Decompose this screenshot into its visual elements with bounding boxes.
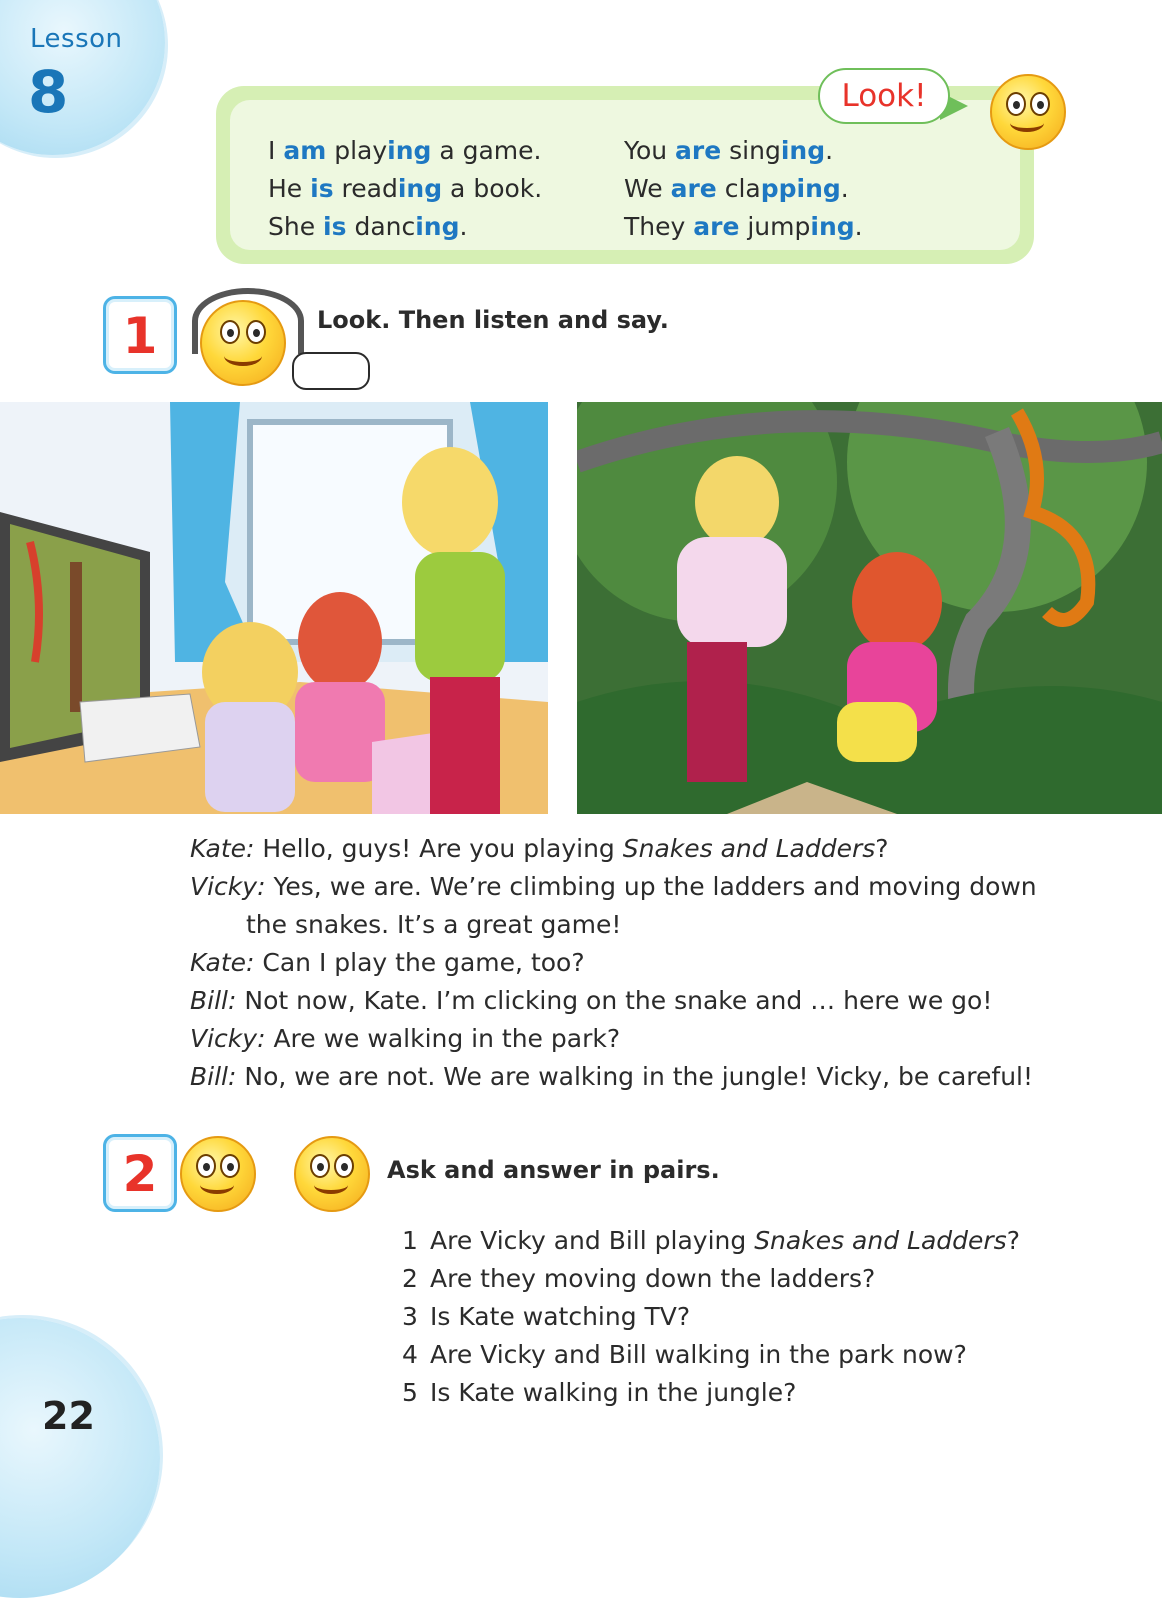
look-verb: are bbox=[693, 212, 740, 241]
question-number: 2 bbox=[402, 1264, 418, 1293]
look-rest: . bbox=[840, 174, 849, 203]
question-title-italic: Snakes and Ladders bbox=[754, 1226, 1007, 1255]
question-item bbox=[402, 1298, 1020, 1336]
look-stem: read bbox=[333, 174, 398, 203]
look-rest: . bbox=[459, 212, 468, 241]
dialogue-line bbox=[190, 982, 1090, 1020]
look-rest: . bbox=[854, 212, 863, 241]
dialogue-line bbox=[190, 830, 1090, 868]
page-number-badge bbox=[0, 1318, 160, 1598]
dialogue-line bbox=[190, 1020, 1090, 1058]
headphones-smiley-icon bbox=[200, 300, 286, 386]
task-1-number-box bbox=[103, 296, 177, 374]
speaker-name: Bill: bbox=[190, 986, 237, 1015]
mouth-shape bbox=[200, 1176, 234, 1194]
dialogue-after: ? bbox=[875, 834, 889, 863]
look-stem: sing bbox=[721, 136, 781, 165]
eye-icon bbox=[310, 1154, 330, 1178]
question-list bbox=[402, 1222, 1020, 1412]
look-ending: pping bbox=[760, 174, 841, 203]
look-subject: He bbox=[268, 174, 311, 203]
page-number: 22 bbox=[42, 1394, 95, 1438]
speaker-name: Vicky: bbox=[190, 1024, 266, 1053]
eye-icon bbox=[196, 1154, 216, 1178]
look-subject: I bbox=[268, 136, 284, 165]
look-line bbox=[624, 208, 863, 246]
smiley-icon bbox=[990, 74, 1066, 150]
question-text: Are Vicky and Bill walking in the park now? bbox=[430, 1340, 967, 1369]
dialogue-text: Hello, guys! Are you playing bbox=[254, 834, 623, 863]
task-2-number-box bbox=[103, 1134, 177, 1212]
question-item bbox=[402, 1374, 1020, 1412]
lesson-number: 8 bbox=[28, 58, 69, 126]
question-number: 3 bbox=[402, 1302, 418, 1331]
look-stem: cla bbox=[716, 174, 761, 203]
question-number: 4 bbox=[402, 1340, 418, 1369]
look-ending: ing bbox=[397, 174, 443, 203]
look-line bbox=[268, 208, 542, 246]
look-verb: is bbox=[323, 212, 347, 241]
look-subject: You bbox=[624, 136, 676, 165]
eye-icon bbox=[246, 320, 266, 344]
look-ending: ing bbox=[387, 136, 432, 165]
eye-icon bbox=[1006, 92, 1026, 116]
look-rest: a game. bbox=[431, 136, 542, 165]
dialogue-text: No, we are not. We are walking in the jungle! Vicky, be careful! bbox=[236, 1062, 1034, 1091]
look-ending: ing bbox=[780, 136, 826, 165]
lesson-label: Lesson bbox=[30, 24, 123, 54]
look-subject: We bbox=[624, 174, 671, 203]
task-2-number: 2 bbox=[122, 1145, 158, 1203]
look-line bbox=[268, 170, 542, 208]
question-text: Is Kate walking in the jungle? bbox=[430, 1378, 797, 1407]
smiley-icon bbox=[294, 1136, 370, 1212]
jungle-scene-illustration bbox=[577, 402, 1162, 814]
look-line bbox=[624, 170, 863, 208]
task-2-instruction: Ask and answer in pairs. bbox=[387, 1156, 720, 1184]
look-ending: ing bbox=[810, 212, 855, 241]
look-stem: danc bbox=[346, 212, 416, 241]
look-rest: . bbox=[825, 136, 834, 165]
dialogue-line bbox=[190, 944, 1090, 982]
mouth-shape bbox=[314, 1176, 348, 1194]
look-verb: am bbox=[283, 136, 327, 165]
look-speech-bubble bbox=[818, 68, 950, 124]
look-right-column bbox=[624, 132, 863, 246]
look-stem: play bbox=[326, 136, 388, 165]
question-text: Are Vicky and Bill playing bbox=[430, 1226, 755, 1255]
computer-scene-illustration bbox=[0, 402, 548, 814]
look-left-column bbox=[268, 132, 542, 246]
dialogue-text: Can I play the game, too? bbox=[254, 948, 585, 977]
illustration-computer-game bbox=[0, 402, 548, 814]
question-item bbox=[402, 1336, 1020, 1374]
dialogue-title-italic: Snakes and Ladders bbox=[622, 834, 876, 863]
pair-smileys-icon bbox=[180, 1136, 256, 1212]
task-1-number: 1 bbox=[122, 307, 158, 365]
look-bubble-text: Look! bbox=[841, 78, 927, 114]
dialogue-line-continuation bbox=[190, 906, 1090, 944]
question-after: ? bbox=[1006, 1226, 1020, 1255]
question-text: Is Kate watching TV? bbox=[430, 1302, 691, 1331]
speaker-name: Kate: bbox=[190, 948, 255, 977]
dialogue-text: Yes, we are. We’re climbing up the ladders and moving down bbox=[265, 872, 1037, 901]
question-item bbox=[402, 1260, 1020, 1298]
look-ending: ing bbox=[415, 212, 460, 241]
look-subject: They bbox=[624, 212, 694, 241]
dialogue-text: Are we walking in the park? bbox=[265, 1024, 621, 1053]
speaker-name: Bill: bbox=[190, 1062, 237, 1091]
eye-icon bbox=[334, 1154, 354, 1178]
look-verb: are bbox=[670, 174, 717, 203]
speaker-name: Vicky: bbox=[190, 872, 266, 901]
look-rest: a book. bbox=[442, 174, 543, 203]
question-text: Are they moving down the ladders? bbox=[430, 1264, 876, 1293]
look-subject: She bbox=[268, 212, 324, 241]
look-line bbox=[624, 132, 863, 170]
eye-icon bbox=[220, 320, 240, 344]
look-verb: is bbox=[310, 174, 334, 203]
dialogue-line bbox=[190, 1058, 1090, 1096]
task-1-instruction: Look. Then listen and say. bbox=[317, 306, 669, 334]
mouth-shape bbox=[1010, 114, 1044, 132]
look-stem: jump bbox=[739, 212, 811, 241]
dialogue-line bbox=[190, 868, 1090, 906]
look-line bbox=[268, 132, 542, 170]
question-number: 1 bbox=[402, 1226, 418, 1255]
empty-speech-bubble bbox=[292, 352, 370, 390]
eye-icon bbox=[1030, 92, 1050, 116]
dialogue-text: the snakes. It’s a great game! bbox=[246, 910, 622, 939]
illustration-jungle-scene bbox=[577, 402, 1162, 814]
eye-icon bbox=[220, 1154, 240, 1178]
dialogue-text: Not now, Kate. I’m clicking on the snake and … here we go! bbox=[236, 986, 993, 1015]
mouth-shape bbox=[224, 346, 262, 366]
question-item bbox=[402, 1222, 1020, 1260]
dialogue bbox=[190, 830, 1090, 1096]
speaker-name: Kate: bbox=[190, 834, 255, 863]
look-verb: are bbox=[675, 136, 722, 165]
question-number: 5 bbox=[402, 1378, 418, 1407]
